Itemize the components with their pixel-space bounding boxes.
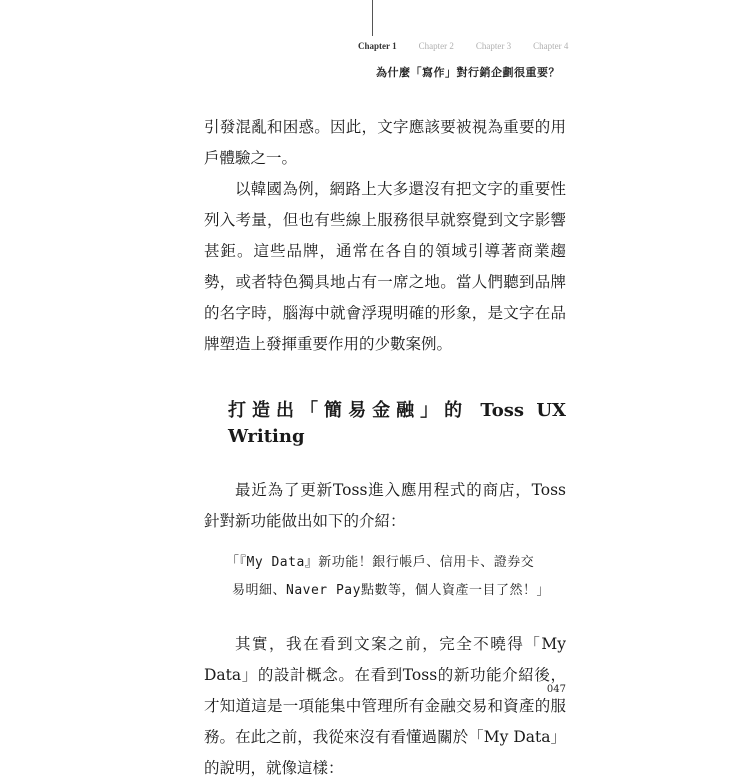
chapter-navigation (358, 41, 590, 51)
chapter-title: 為什麼「寫作」對行銷企劃很重要？ (376, 66, 560, 79)
quote-line-1: 「『My Data』新功能！銀行帳戶、信用卡、證券交 (226, 555, 535, 570)
chapter-tab-2: Chapter 2 (418, 41, 454, 51)
top-divider-line (372, 0, 373, 36)
quote-block (204, 549, 566, 605)
quote-line-2: 易明細、Naver Pay點數等，個人資產一目了然！」 (232, 583, 550, 598)
paragraph-2: 以韓國為例，網路上大多還沒有把文字的重要性列入考量，但也有些線上服務很早就察覺到文字影響甚鉅。這些品牌，通常在各自的領域引導著商業趨勢，或者特色獨具地占有一席之地。當人們聽到品牌的名字時，腦海中就會浮現明確的形象，是文字在品牌塑造上發揮重要作用的少數案例。 (204, 180, 566, 353)
section-heading: 打造出「簡易金融」的 Toss UX Writing (228, 400, 566, 447)
page-number: 047 (546, 684, 566, 695)
paragraph-4: 其實，我在看到文案之前，完全不曉得「My Data」的設計概念。在看到Toss的新功能介紹後，才知道這是一項能集中管理所有金融交易和資產的服務。在此之前，我從來沒有看懂過關於「My Data」的說明，就像這樣： (204, 635, 566, 777)
chapter-tab-4: Chapter 4 (533, 41, 569, 51)
chapter-tab-1: Chapter 1 (358, 41, 397, 51)
chapter-tab-3: Chapter 3 (475, 41, 512, 51)
paragraph-3: 最近為了更新Toss進入應用程式的商店，Toss針對新功能做出如下的介紹： (204, 481, 566, 530)
page-body (204, 112, 566, 784)
paragraph-1: 引發混亂和困惑。因此，文字應該要被視為重要的用戶體驗之一。 (204, 118, 566, 167)
